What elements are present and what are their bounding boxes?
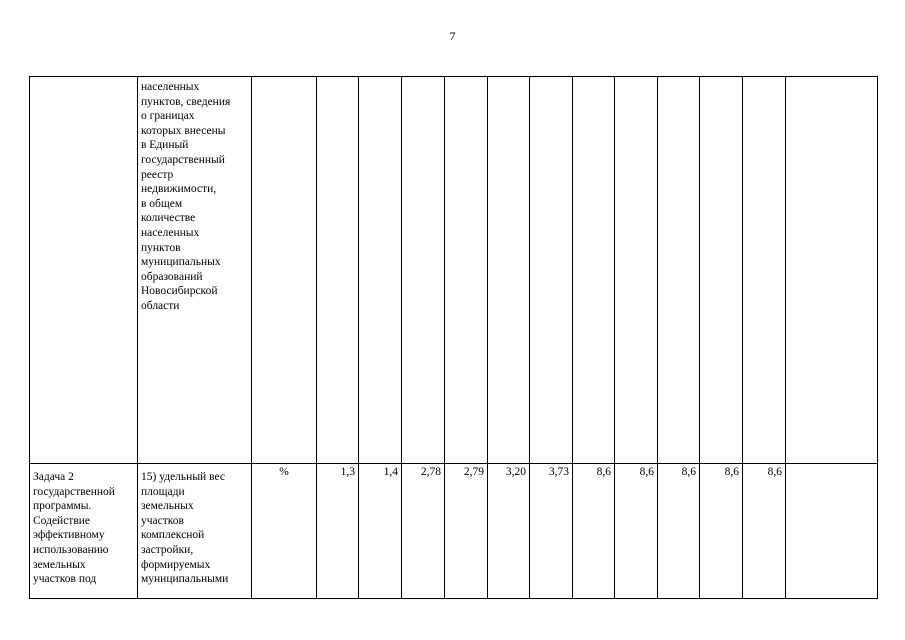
value-cell: 8,6 <box>615 464 658 599</box>
value-cell <box>488 77 530 464</box>
value-cell <box>786 464 878 599</box>
value-cell <box>573 77 615 464</box>
task-cell-line: использованию <box>33 543 109 556</box>
value-cell: 8,6 <box>573 464 615 599</box>
task-cell-line: участков под <box>33 573 97 586</box>
indicator-cell-line: пунктов <box>141 241 181 254</box>
table-row <box>30 464 878 599</box>
unit-cell <box>252 77 317 464</box>
value-cell: 2,78 <box>402 464 445 599</box>
task-cell-line: программы. <box>33 500 92 513</box>
indicator-cell-line: муниципальных <box>141 256 221 269</box>
value-cell: 3,73 <box>530 464 573 599</box>
value-cell: 8,6 <box>743 464 786 599</box>
task-cell-line: государственной <box>33 485 115 498</box>
value-cell <box>786 77 878 464</box>
value-cell <box>700 77 743 464</box>
value-cell: 1,4 <box>359 464 402 599</box>
indicator-cell-line: площади <box>141 485 185 498</box>
value-cell: 8,6 <box>658 464 700 599</box>
value-cell <box>658 77 700 464</box>
unit-cell: % <box>252 464 317 599</box>
value-cell: 8,6 <box>700 464 743 599</box>
task-cell-line: земельных <box>33 558 86 571</box>
value-cell <box>402 77 445 464</box>
value-cell: 3,20 <box>488 464 530 599</box>
indicator-cell-line: государственный <box>141 153 225 166</box>
indicator-cell-line: населенных <box>141 81 200 93</box>
indicator-cell-line: о границах <box>141 110 195 123</box>
value-cell <box>317 77 359 464</box>
indicator-cell-line: пунктов, сведения <box>141 95 231 108</box>
indicator-cell-line: реестр <box>141 168 174 181</box>
value-cell <box>530 77 573 464</box>
task-cell <box>30 77 138 464</box>
task-cell-line: Задача 2 <box>33 471 74 483</box>
indicator-cell-line: земельных <box>141 500 194 513</box>
indicator-table <box>29 76 878 599</box>
indicator-cell-line: застройки, <box>141 543 194 556</box>
indicator-cell-line: 15) удельный вес <box>141 471 225 483</box>
task-cell-line: Содействие <box>33 514 91 527</box>
value-cell <box>445 77 488 464</box>
indicator-cell-line: недвижимости, <box>141 183 217 196</box>
value-cell <box>743 77 786 464</box>
indicator-cell <box>138 464 252 599</box>
indicator-cell-line: муниципальными <box>141 573 229 586</box>
indicator-cell-line: Новосибирской <box>141 285 218 298</box>
task-cell <box>30 464 138 599</box>
indicator-cell-line: комплексной <box>141 529 205 542</box>
table-body <box>30 77 878 599</box>
indicator-cell-line: формируемых <box>141 558 211 571</box>
value-cell: 2,79 <box>445 464 488 599</box>
indicator-cell-line: которых внесены <box>141 124 226 137</box>
value-cell: 1,3 <box>317 464 359 599</box>
indicator-cell-line: образований <box>141 270 203 283</box>
indicator-cell-line: участков <box>141 514 184 527</box>
value-cell <box>615 77 658 464</box>
indicator-cell-line: количестве <box>141 212 196 225</box>
indicator-cell <box>138 77 252 464</box>
indicator-cell-line: в Единый <box>141 139 189 152</box>
indicator-cell-line: населенных <box>141 226 200 239</box>
page-number: 7 <box>449 29 456 43</box>
indicator-cell-line: области <box>141 299 180 312</box>
table-row <box>30 77 878 464</box>
task-cell-line: эффективному <box>33 529 105 542</box>
value-cell <box>359 77 402 464</box>
indicator-cell-line: в общем <box>141 197 183 210</box>
